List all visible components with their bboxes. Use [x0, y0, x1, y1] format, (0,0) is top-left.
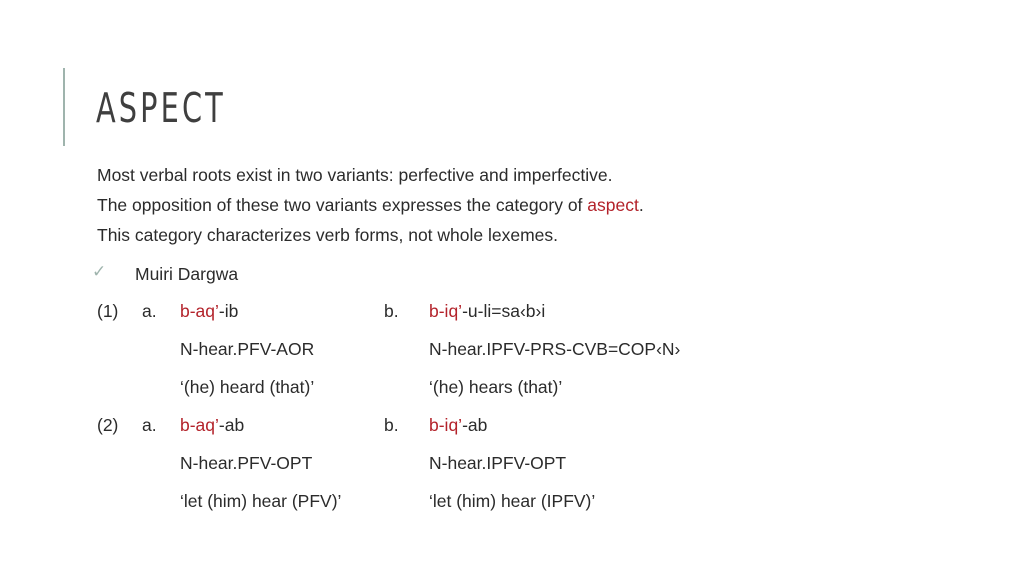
example-gloss-b: N-hear.IPFV-OPT — [429, 453, 567, 473]
example-marker-a: a. — [142, 301, 157, 321]
verb-suffix: -ab — [218, 415, 245, 435]
verb-root: b-iq’ — [429, 301, 463, 321]
check-icon: ✓ — [92, 262, 107, 281]
example-translation-b: ‘let (him) hear (IPFV)’ — [429, 491, 596, 511]
example-marker-b: b. — [384, 415, 399, 435]
verb-root: b-iq’ — [429, 415, 463, 435]
example-form-a — [180, 299, 238, 323]
verb-suffix: -ib — [218, 301, 239, 321]
aspect-term: aspect — [587, 195, 639, 215]
example-translation-b: ‘(he) hears (that)’ — [429, 377, 563, 397]
verb-suffix: -u-li=sa‹b›i — [462, 301, 546, 321]
verb-suffix: -ab — [462, 415, 488, 435]
example-number: (2) — [97, 415, 119, 435]
example-gloss-a: N-hear.PFV-AOR — [180, 339, 315, 359]
example-gloss-b: N-hear.IPFV-PRS-CVB=COP‹N› — [429, 339, 681, 359]
example-translation-a: ‘(he) heard (that)’ — [180, 377, 315, 397]
example-number: (1) — [97, 301, 119, 321]
intro-line-2-end: . — [638, 195, 644, 215]
example-gloss-a: N-hear.PFV-OPT — [180, 453, 313, 473]
intro-line-3: This category characterizes verb forms, not whole lexemes. — [97, 225, 559, 245]
slide-title: ASPECT — [96, 84, 226, 132]
intro-paragraph — [97, 160, 857, 250]
example-marker-b: b. — [384, 301, 399, 321]
example-form-a — [180, 413, 244, 437]
intro-line-2-text: The opposition of these two variants expresses the category of — [97, 195, 588, 215]
verb-root: b-aq’ — [180, 415, 219, 435]
verb-root: b-aq’ — [180, 301, 219, 321]
intro-line-2 — [97, 190, 857, 220]
example-translation-a: ‘let (him) hear (PFV)’ — [180, 491, 342, 511]
title-accent-bar — [63, 68, 65, 146]
intro-line-1: Most verbal roots exist in two variants: perfective and imperfective. — [97, 165, 613, 185]
example-form-b — [429, 299, 545, 323]
language-name: Muiri Dargwa — [135, 264, 239, 284]
example-marker-a: a. — [142, 415, 157, 435]
example-form-b — [429, 413, 487, 437]
